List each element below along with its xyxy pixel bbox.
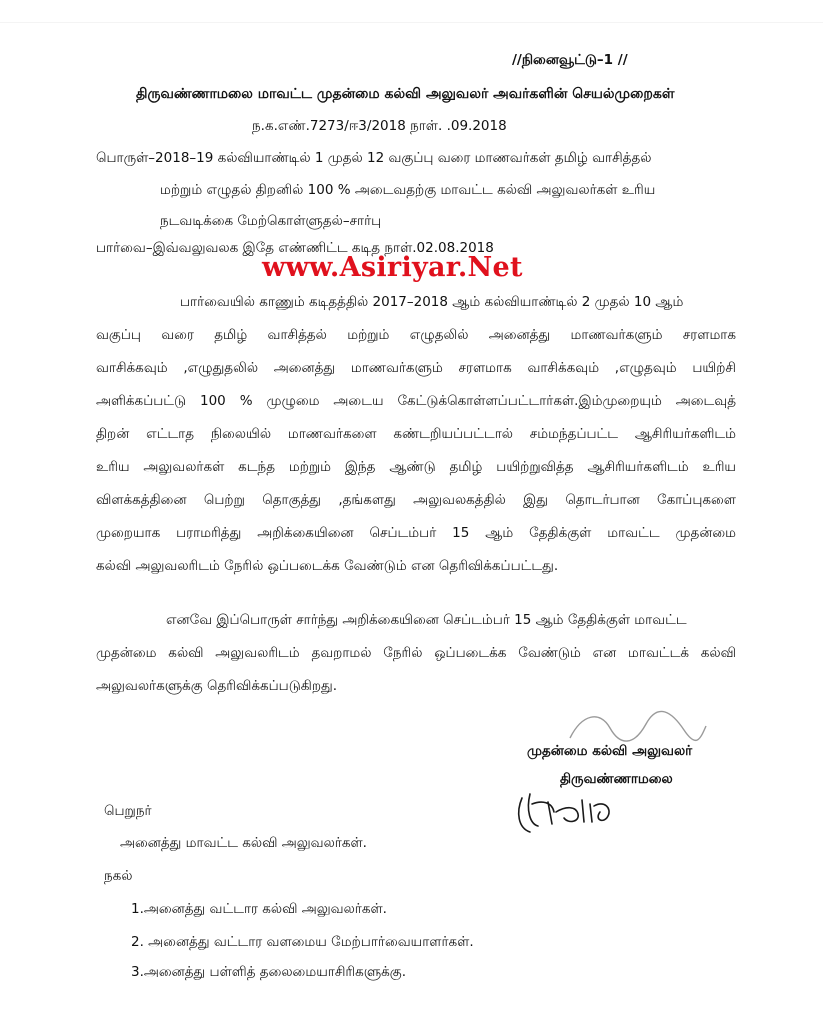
watermark-text: www.Asiriyar.Net [262,252,523,283]
paragraph-line: வகுப்பு வரை தமிழ் வாசித்தல் மற்றும் எழுதலில் அனைத்து மாணவர்களும் சரளமாக [96,327,736,343]
paragraph-line: வாசிக்கவும் ,எழுதுதலில் அனைத்து மாணவர்களும் சரளமாக வாசிக்கவும் ,எழுதவும் பயிற்சி [96,360,736,376]
recipients-text: அனைத்து மாவட்ட கல்வி அலுவலர்கள். [120,835,367,851]
copy-list-item: 1.அனைத்து வட்டார கல்வி அலுவலர்கள். [131,901,387,917]
scan-edge-line [0,22,823,23]
paragraph-line: எனவே இப்பொருள் சார்ந்து அறிக்கையினை செப்டம்பர் 15 ஆம் தேதிக்குள் மாவட்ட [166,612,687,628]
paragraph-line: அலுவலர்களுக்கு தெரிவிக்கப்படுகிறது. [96,678,338,694]
paragraph-line: முதன்மை கல்வி அலுவலரிடம் தவறாமல் நேரில் ஒப்படைக்க வேண்டும் என மாவட்டக் கல்வி [96,645,736,661]
paragraph-line: அளிக்கப்பட்டு 100 % முழுமை அடைய கேட்டுக்கொள்ளப்பட்டார்கள்.இம்முறையும் அடைவுத் [96,393,736,409]
paragraph-line: முறையாக பராமரித்து அறிக்கையினை செப்டம்பர் 15 ஆம் தேதிக்குள் மாவட்ட முதன்மை [96,525,736,541]
subject-line-1: பொருள்–2018–19 கல்வியாண்டில் 1 முதல் 12 வகுப்பு வரை மாணவர்கள் தமிழ் வாசித்தல் [96,150,652,166]
signature-mark [560,704,710,752]
subject-line-2: மற்றும் எழுதல் திறனில் 100 % அடைவதற்கு மாவட்ட கல்வி அலுவலர்கள் உரிய [160,182,656,198]
reference-number: ந.க.எண்.7273/ஈ3/2018 நாள். .09.2018 [252,118,507,134]
handwritten-date-signature [508,782,618,840]
copy-label: நகல் [104,868,133,884]
paragraph-line: விளக்கத்தினை பெற்று தொகுத்து ,தங்களது அலுவலகத்தில் இது தொடர்பான கோப்புகளை [96,492,736,508]
annex-label: //நினைவூட்டு–1 // [512,52,628,68]
signatory-designation: முதன்மை கல்வி அலுவலர் [527,743,693,759]
signatory-place: திருவண்ணாமலை [560,771,673,787]
subject-line-3: நடவடிக்கை மேற்கொள்ளுதல்–சார்பு [160,213,382,229]
recipients-label: பெறுநர் [104,803,152,819]
copy-list-item: 3.அனைத்து பள்ளித் தலைமையாசிரிகளுக்கு. [131,964,407,980]
paragraph-line: கல்வி அலுவலரிடம் நேரில் ஒப்படைக்க வேண்டும் என தெரிவிக்கப்பட்டது. [96,558,559,574]
paragraph-line: பார்வையில் காணும் கடிதத்தில் 2017–2018 ஆம் கல்வியாண்டில் 2 முதல் 10 ஆம் [180,294,684,310]
paragraph-line: உரிய அலுவலர்கள் கடந்த மற்றும் இந்த ஆண்டு தமிழ் பயிற்றுவித்த ஆசிரியர்களிடம் உரிய [96,459,736,475]
document-title: திருவண்ணாமலை மாவட்ட முதன்மை கல்வி அலுவலர் அவர்களின் செயல்முறைகள் [136,86,675,102]
reference-line: பார்வை–இவ்வலுவலக இதே எண்ணிட்ட கடித நாள்.02.08.2018 [96,240,494,256]
paragraph-line: திறன் எட்டாத நிலையில் மாணவர்களை கண்டறியப்பட்டால் சம்மந்தப்பட்ட ஆசிரியர்களிடம் [96,426,736,442]
copy-list-item: 2. அனைத்து வட்டார வளமைய மேற்பார்வையாளர்கள். [131,934,474,950]
